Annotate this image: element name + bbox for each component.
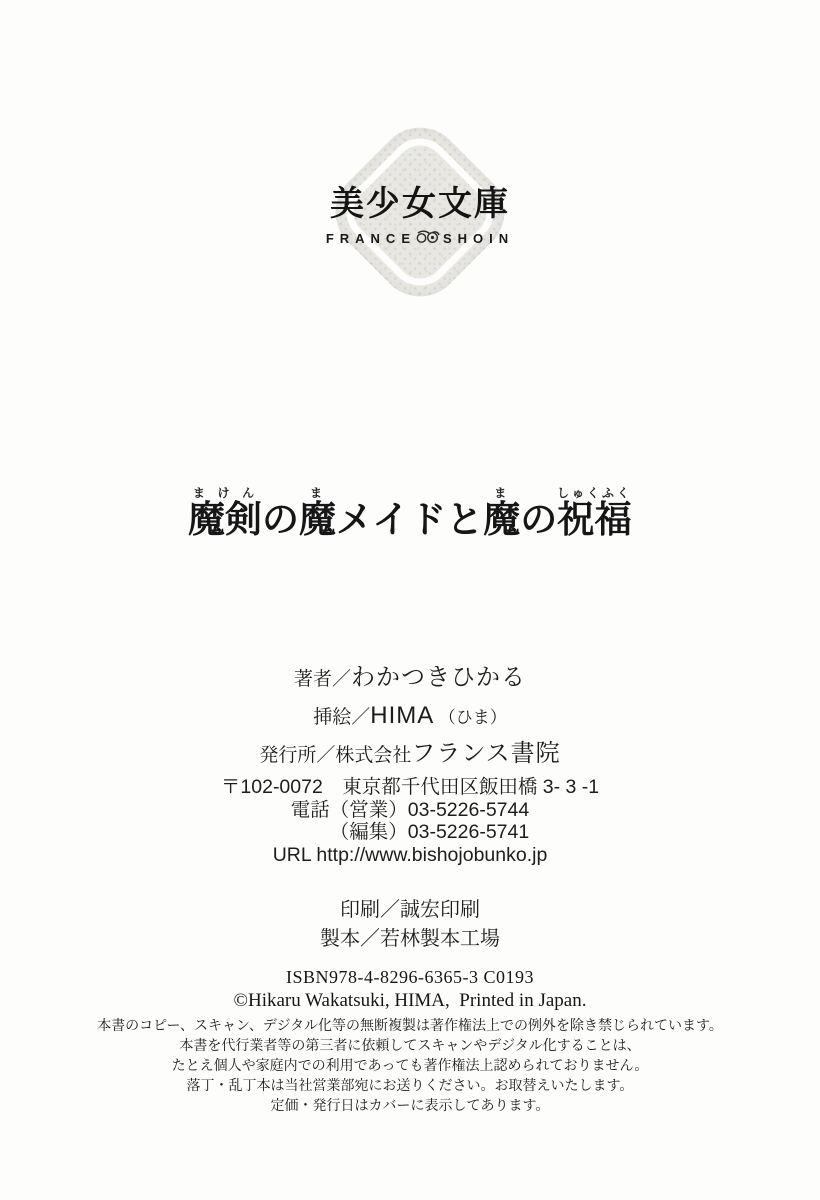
publisher-info-block xyxy=(0,776,820,867)
illustrator-label: 挿絵／ xyxy=(313,707,371,728)
printing-line: 印刷／誠宏印刷 xyxy=(340,899,480,921)
legal-notice xyxy=(0,1017,820,1117)
title-segment-shukufuku: 祝福しゅくふく xyxy=(557,486,633,540)
title-segment: の xyxy=(261,499,299,540)
illustrator-line xyxy=(0,697,820,735)
title-segment-ma1: 魔ま xyxy=(298,486,336,540)
legal-line: 本書のコピー、スキャン、デジタル化等の無断複製は著作権法上での例外を除き禁じられています。 xyxy=(97,1019,723,1034)
legal-line: 本書を代行業者等の第三者に依頼してスキャンやデジタル化することは、 xyxy=(179,1039,641,1054)
illustrator-name: HIMA xyxy=(370,702,435,729)
phone-block xyxy=(291,799,529,844)
logo-text-france: FRANCE xyxy=(325,230,416,246)
production-block xyxy=(0,896,820,954)
phone-editorial: （編集）03-5226-5741 xyxy=(329,821,530,843)
book-title xyxy=(0,486,820,544)
illustrator-kana-note: （ひま） xyxy=(438,708,507,727)
isbn: ISBN978-4-8296-6365-3 C0193 xyxy=(286,967,534,987)
legal-line: たとえ個人や家庭内での利用であっても著作権法上認められておりません。 xyxy=(171,1059,649,1074)
publisher-label: 発行所／株式会社 xyxy=(259,745,412,766)
publisher-url: URL http://www.bishojobunko.jp xyxy=(272,844,548,866)
logo-text-shoin: SHOIN xyxy=(443,230,515,246)
title-segment-maken: 魔剣まけん xyxy=(187,486,262,540)
legal-line: 定価・発行日はカバーに表示してあります。 xyxy=(270,1099,550,1114)
title-segment: メイドと xyxy=(335,499,484,540)
title-segment: の xyxy=(520,499,558,540)
colophon-block xyxy=(0,966,820,1117)
logo-imprint-name: 美少女文庫 xyxy=(330,185,510,223)
logo-romanized-name xyxy=(318,229,522,247)
publisher-name: フランス書院 xyxy=(411,740,561,767)
phone-sales: 電話（営業）03-5226-5744 xyxy=(290,798,530,821)
publisher-logo xyxy=(318,112,522,312)
publisher-address: 〒102-0072 東京都千代田区飯田橋 3- 3 -1 xyxy=(220,776,600,798)
cherub-ornament-icon xyxy=(418,229,441,247)
binding-line: 製本／若林製本工場 xyxy=(320,928,500,950)
author-name: わかつきひかる xyxy=(351,664,526,691)
author-label: 著者／ xyxy=(293,669,351,690)
title-segment-ma2: 魔ま xyxy=(483,486,521,540)
copyright-line: ©Hikaru Wakatsuki, HIMA, Printed in Japan. xyxy=(233,990,587,1011)
credits-block xyxy=(0,659,820,773)
legal-line: 落丁・乱丁本は当社営業部宛にお送りください。お取替えいたします。 xyxy=(186,1079,634,1094)
author-line xyxy=(0,659,820,697)
publisher-line xyxy=(0,735,820,773)
